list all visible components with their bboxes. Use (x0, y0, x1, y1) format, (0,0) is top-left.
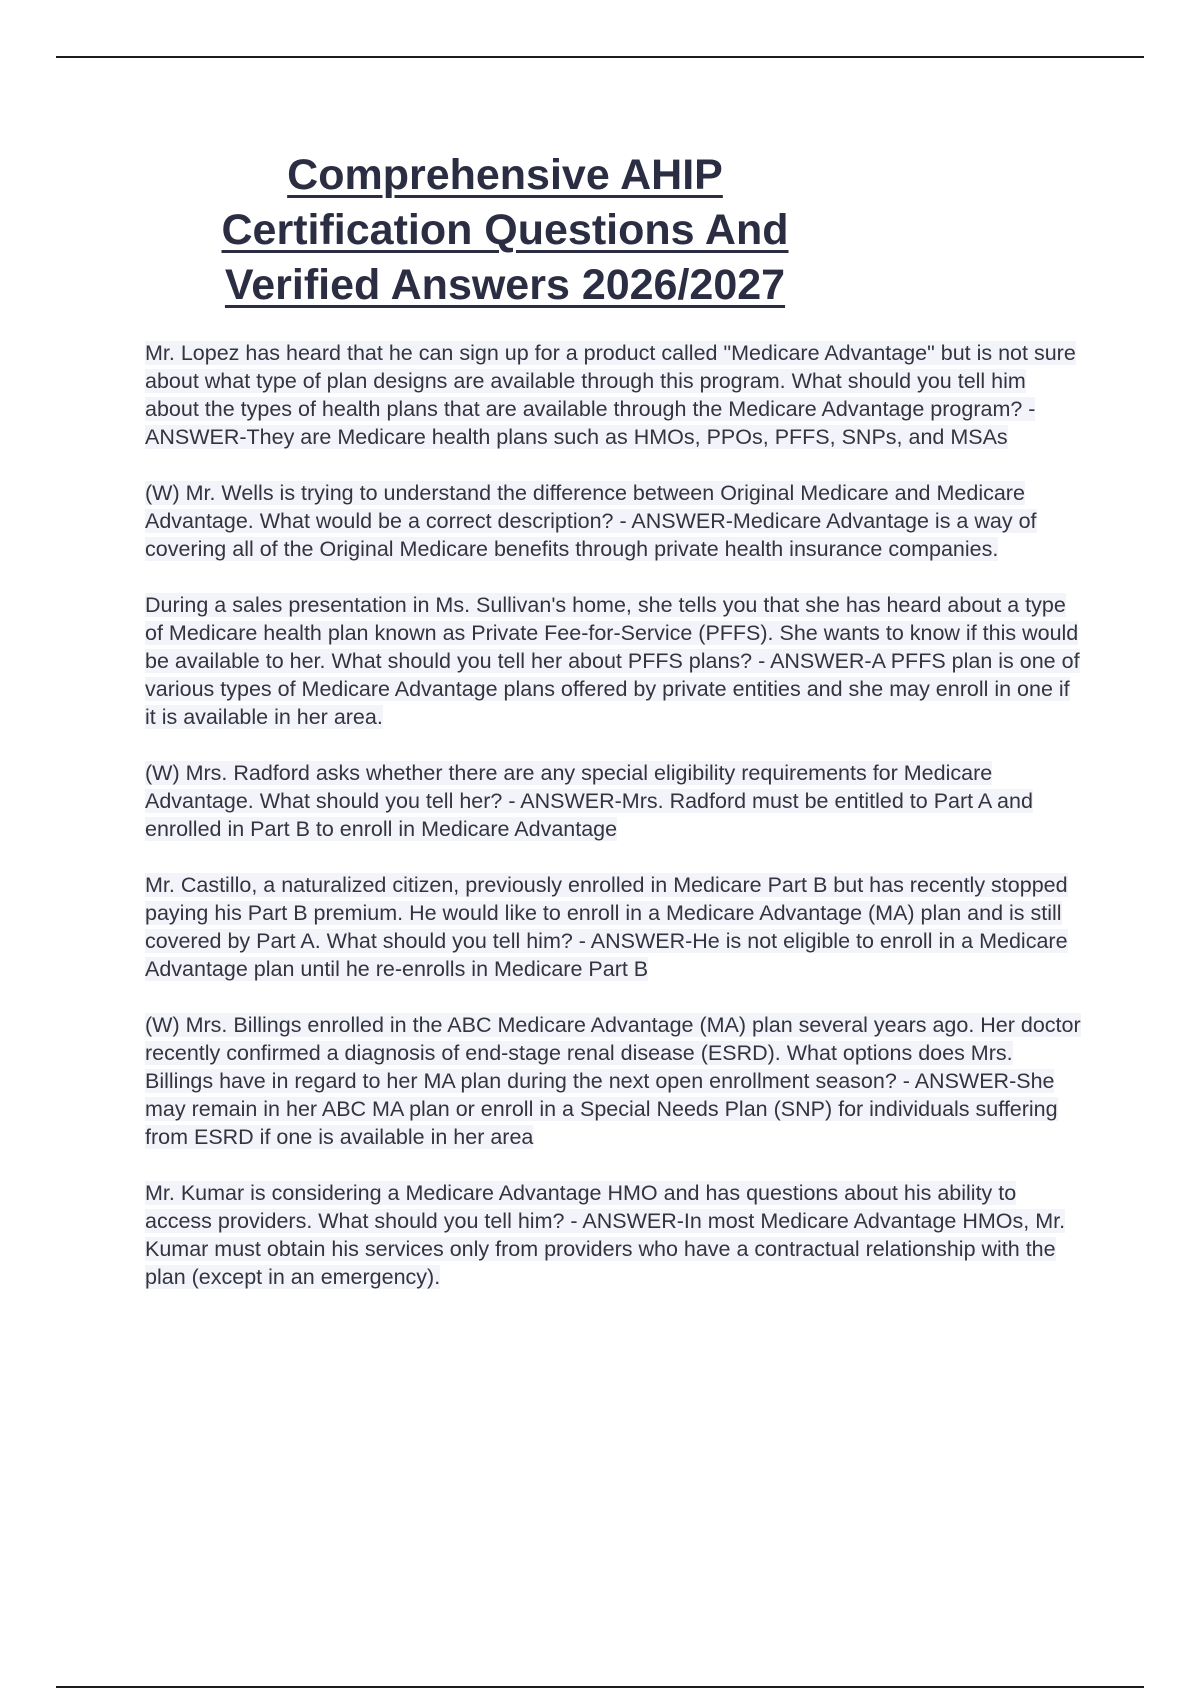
qa-item-sullivan: During a sales presentation in Ms. Sullivan's home, she tells you that she has heard about a type of Medicare health plan known as Private Fee-for-Service (PFFS). She wants to know if this would be available to her. What should you tell her about PFFS plans? - ANSWER-A PFFS plan is one of various types of Medicare Advantage plans offered by private entities and she may enroll in one if it is available in her area. (145, 593, 1080, 729)
qa-item-kumar: Mr. Kumar is considering a Medicare Advantage HMO and has questions about his ability to access providers. What should you tell him? - ANSWER-In most Medicare Advantage HMOs, Mr. Kumar must obtain his services only from providers who have a contractual relationship with the plan (except in an emergency). (145, 1181, 1066, 1289)
title-line-3: Verified Answers 2026/2027 (224, 261, 786, 309)
title-line-1: Comprehensive AHIP (287, 151, 723, 199)
qa-list (145, 339, 1085, 1319)
bottom-rule (56, 1686, 1144, 1688)
qa-item-wells: (W) Mr. Wells is trying to understand the difference between Original Medicare and Medicare Advantage. What would be a correct description? - ANSWER-Medicare Advantage is a way of covering all of the Original Medicare benefits through private health insurance companies. (145, 481, 1037, 561)
top-rule (56, 56, 1144, 58)
qa-item-radford: (W) Mrs. Radford asks whether there are any special eligibility requirements for Medicare Advantage. What should you tell her? - ANSWER-Mrs. Radford must be entitled to Part A and enrolled in Part B to enroll in Medicare Advantage (145, 761, 1033, 841)
document-title (145, 148, 865, 313)
qa-item-billings: (W) Mrs. Billings enrolled in the ABC Medicare Advantage (MA) plan several years ago. Her doctor recently confirmed a diagnosis of end-stage renal disease (ESRD). What options does Mrs. Billings have in regard to her MA plan during the next open enrollment season? - ANSWER-She may remain in her ABC MA plan or enroll in a Special Needs Plan (SNP) for individuals suffering from ESRD if one is available in her area (145, 1013, 1081, 1149)
qa-item-lopez: Mr. Lopez has heard that he can sign up for a product called "Medicare Advantage" but is not sure about what type of plan designs are available through this program. What should you tell him about the types of health plans that are available through the Medicare Advantage program? - ANSWER-They are Medicare health plans such as HMOs, PPOs, PFFS, SNPs, and MSAs (145, 341, 1076, 449)
title-line-2: Certification Questions And (221, 206, 789, 254)
qa-item-castillo: Mr. Castillo, a naturalized citizen, previously enrolled in Medicare Part B but has recently stopped paying his Part B premium. He would like to enroll in a Medicare Advantage (MA) plan and is still covered by Part A. What should you tell him? - ANSWER-He is not eligible to enroll in a Medicare Advantage plan until he re-enrolls in Medicare Part B (145, 873, 1068, 981)
